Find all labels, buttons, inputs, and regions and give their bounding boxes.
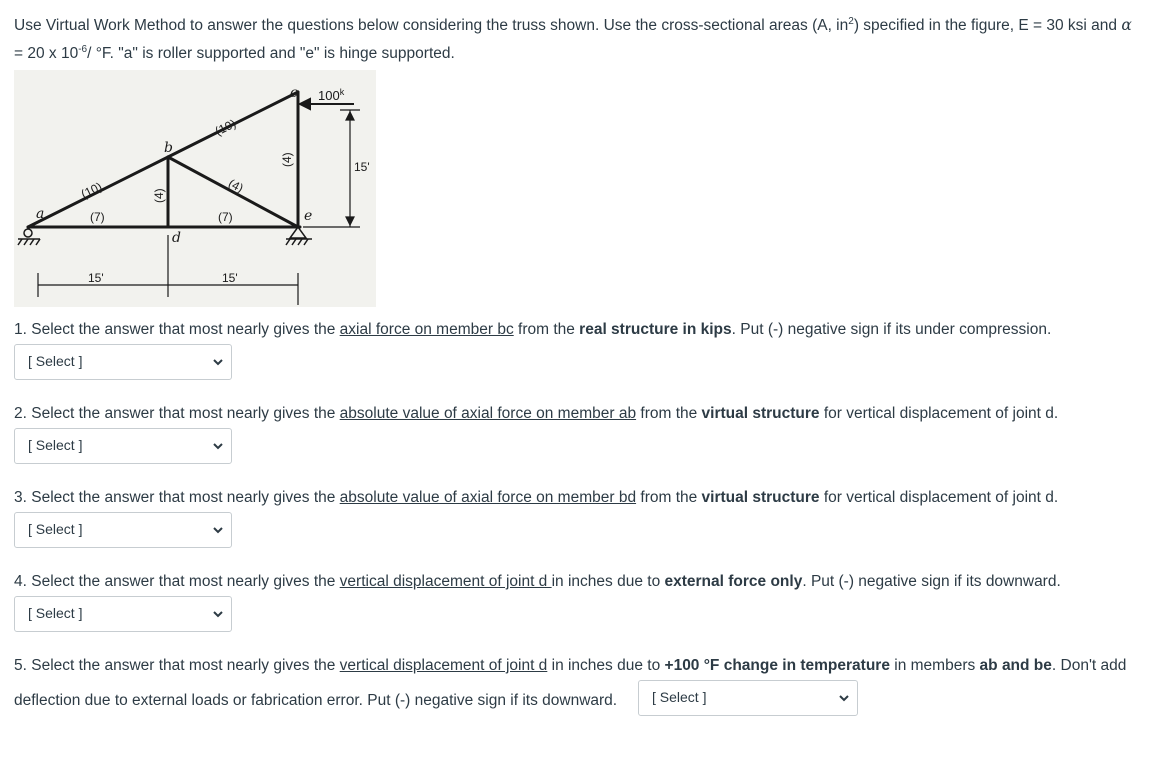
chevron-down-icon — [211, 439, 225, 453]
question-5-line2 — [14, 689, 634, 713]
intro-text-line2-cont: / °F. "a" is roller supported and "e" is hinge supported. — [87, 45, 455, 63]
question-text: for vertical displacement of joint d. — [819, 489, 1059, 506]
chevron-down-icon — [211, 607, 225, 621]
intro-exponent: -6 — [78, 44, 88, 56]
intro-text: Use Virtual Work Method to answer the questions below considering the truss shown. Use the cross-sectional areas (A, in — [14, 17, 849, 35]
question-text: from the — [636, 489, 702, 506]
question-text: Select the answer that most nearly gives the — [31, 321, 340, 338]
answer-select-5[interactable] — [638, 680, 858, 716]
joint-a-label: a — [36, 206, 45, 222]
joint-c-label: c — [290, 85, 298, 101]
chevron-down-icon — [211, 523, 225, 537]
question-emphasis-bold: external force only — [664, 573, 803, 590]
area-ad-label: (7) — [90, 210, 105, 224]
select-placeholder: [ Select ] — [28, 437, 83, 453]
question-emphasis-underline: axial force on member bc — [339, 321, 514, 338]
question-number: 4. — [14, 573, 32, 590]
question-text: deflection due to external loads or fabrication error. Put (-) negative sign if its downward. — [14, 692, 618, 709]
answer-select-2[interactable] — [14, 428, 232, 464]
question-5 — [14, 654, 1159, 678]
question-emphasis-underline: absolute value of axial force on member ab — [339, 405, 637, 422]
question-number: 2. — [14, 405, 32, 422]
question-number: 1. — [14, 321, 32, 338]
truss-figure — [14, 70, 376, 307]
question-emphasis-bold: ab and be — [979, 657, 1052, 674]
question-text: from the — [636, 405, 702, 422]
chevron-down-icon — [211, 355, 225, 369]
question-text: Select the answer that most nearly gives the — [31, 573, 340, 590]
intro-text-line2: = 20 x 10 — [14, 45, 79, 63]
question-2 — [14, 402, 1159, 426]
question-text: in inches due to — [547, 657, 665, 674]
question-emphasis-bold: virtual structure — [701, 405, 820, 422]
chevron-down-icon — [837, 691, 851, 705]
figure-background — [14, 70, 376, 307]
question-emphasis-underline: absolute value of axial force on member bd — [339, 489, 637, 506]
joint-b-label: b — [164, 140, 173, 156]
question-emphasis-bold: +100 °F change in temperature — [664, 657, 890, 674]
question-text: in members — [889, 657, 980, 674]
question-number: 5. — [14, 657, 32, 674]
question-emphasis-bold: real structure in kips — [579, 321, 732, 338]
question-emphasis-bold: virtual structure — [701, 489, 820, 506]
area-bd-label: (4) — [152, 188, 166, 203]
dim-left-label: 15' — [88, 271, 104, 285]
area-be-label: (4) — [226, 176, 246, 196]
area-bc-label: (10) — [212, 116, 239, 139]
dim-right-label: 15' — [222, 271, 238, 285]
question-emphasis-underline: vertical displacement of joint d — [339, 657, 548, 674]
question-1 — [14, 318, 1159, 342]
question-text: in inches due to — [551, 573, 665, 590]
answer-select-3[interactable] — [14, 512, 232, 548]
select-placeholder: [ Select ] — [28, 353, 83, 369]
select-placeholder: [ Select ] — [28, 605, 83, 621]
intro-text-cont: ) specified in the figure, E = 30 ksi and — [853, 17, 1122, 35]
question-text: . Put (-) negative sign if its downward. — [802, 573, 1061, 590]
select-placeholder: [ Select ] — [28, 521, 83, 537]
question-text: for vertical displacement of joint d. — [819, 405, 1059, 422]
joint-e-label: e — [304, 208, 313, 224]
question-text: Select the answer that most nearly gives the — [31, 657, 340, 674]
area-ce-label: (4) — [280, 152, 294, 167]
alpha-symbol: α — [1121, 16, 1132, 35]
answer-select-1[interactable] — [14, 344, 232, 380]
intro-superscript: 2 — [848, 16, 854, 27]
answer-select-4[interactable] — [14, 596, 232, 632]
question-text: . Don't add — [1051, 657, 1127, 674]
question-emphasis-underline: vertical displacement of joint d — [339, 573, 552, 590]
joint-d-label: d — [172, 230, 181, 246]
dim-height-label: 15' — [354, 160, 370, 174]
truss-diagram — [14, 70, 376, 307]
question-3 — [14, 486, 1159, 510]
question-text: . Put (-) negative sign if its under compression. — [731, 321, 1052, 338]
question-text: from the — [513, 321, 580, 338]
question-4 — [14, 570, 1159, 594]
question-number: 3. — [14, 489, 32, 506]
question-text: Select the answer that most nearly gives the — [31, 489, 340, 506]
area-de-label: (7) — [218, 210, 233, 224]
area-ab-label: (10) — [78, 179, 105, 202]
problem-statement — [14, 10, 1162, 66]
select-placeholder: [ Select ] — [652, 689, 707, 705]
load-label: 100$^k$ — [318, 87, 345, 103]
question-text: Select the answer that most nearly gives the — [31, 405, 340, 422]
